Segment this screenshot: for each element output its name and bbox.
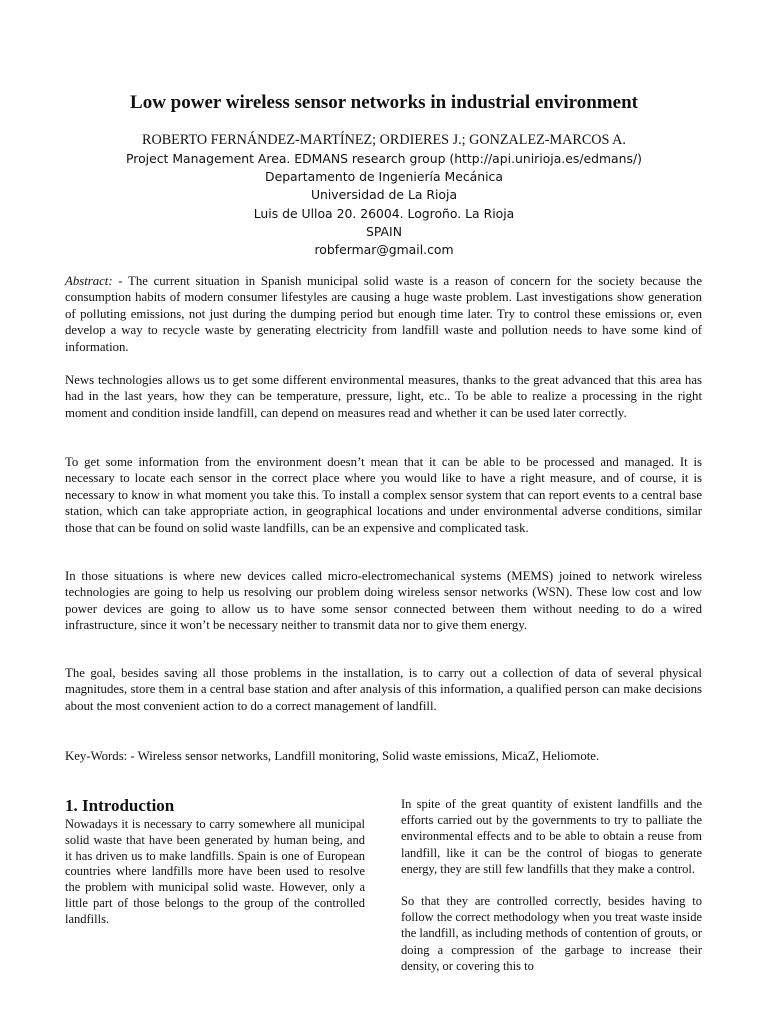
paragraph-text: News technologies allows us to get some different environmental measures, thanks to the great advanced that this area has had in the last years, how they can be temperature, pressure, light, etc.. To be able to realize a processing in the right moment and condition inside landfill, can depend on measures read and whether it can be used later correctly. [65,373,702,420]
abstract-label: Abstract: [65,274,113,288]
paragraph-text: So that they are controlled correctly, besides having to follow the correct methodology when you treat waste inside the landfill, as including methods of contention of grouts, or doing a compression of the garbage to increase their density, or covering this to [401,894,702,973]
body-paragraph [65,454,702,536]
paper-title: Low power wireless sensor networks in industrial environment [130,92,638,113]
paragraph-text: In spite of the great quantity of existent landfills and the efforts carried out by the governments to try to palliate the environmental effects and to be able to obtain a reuse from landfill, like it can be the control of biogas to generate energy, they are still few landfills that they make a control. [401,797,702,876]
intro-left-column [65,817,365,928]
body-paragraph [65,665,702,714]
abstract-text: - The current situation in Spanish municipal solid waste is a reason of concern for the society because the consumption habits of modern consumer lifestyles are causing a huge waste problem. Last investigations show generation of polluting emissions, not just during the dumping period but enough time later. Try to control these emissions or, even develop a way to recycle waste by generating electricity from landfill waste and pollution needs to have some kind of information. [65,274,702,354]
paragraph-text: In those situations is where new devices called micro-electromechanical systems (MEMS) joined to network wireless technologies are going to help us resolving our problem doing wireless sensor networks (WSN). These low cost and low power devices are going to allow us to have some sensor connected between them without needing to do a wired infrastructure, since it won’t be necessary neither to transmit data nor to give them energy. [65,569,702,633]
affiliation-line: SPAIN [366,223,402,239]
keywords-line: Key-Words: - Wireless sensor networks, Landfill monitoring, Solid waste emissions, MicaZ, Heliomote. [65,749,600,763]
body-paragraph [65,568,702,634]
affiliation-line: Luis de Ulloa 20. 26004. Logroño. La Rioja [253,205,515,221]
paragraph-text: Nowadays it is necessary to carry somewhere all municipal solid waste that have been generated by human being, and it has driven us to make landfills. Spain is one of European countries where landfills more have been used to resolve the problem with municipal solid waste. However, only a little part of those belongs to the group of the controlled landfills. [65,817,365,926]
affiliation-block [0,150,768,259]
affiliation-line: Project Management Area. EDMANS research group (http://api.unirioja.es/edmans/) [126,151,642,166]
affiliation-line: Universidad de La Rioja [310,187,458,203]
intro-right-column [401,796,702,990]
author-list: ROBERTO FERNÁNDEZ-MARTÍNEZ; ORDIERES J.; GONZALEZ-MARCOS A. [142,132,626,148]
author-email: robfermar@gmail.com [314,241,454,257]
paragraph-text: To get some information from the environment doesn’t mean that it can be able to be processed and managed. It is necessary to locate each sensor in the correct place where you would like to have a right measure, and of course, it is necessary to know in what moment you take this. To install a complex sensor system that can report events to a central base station, which can take appropriate action, in geographical locations and under environmental adverse conditions, similar those that can be found on solid waste landfills, can be an expensive and complicated task. [65,455,702,535]
affiliation-line: Departamento de Ingeniería Mecánica [265,169,503,185]
section-heading: 1. Introduction [65,796,175,815]
body-paragraph [65,372,702,421]
paragraph-text: The goal, besides saving all those problems in the installation, is to carry out a collection of data of several physical magnitudes, store them in a central base station and after analysis of this information, a qualified person can make decisions about the most convenient action to do a correct management of landfill. [65,666,702,713]
abstract-paragraph [65,273,702,355]
